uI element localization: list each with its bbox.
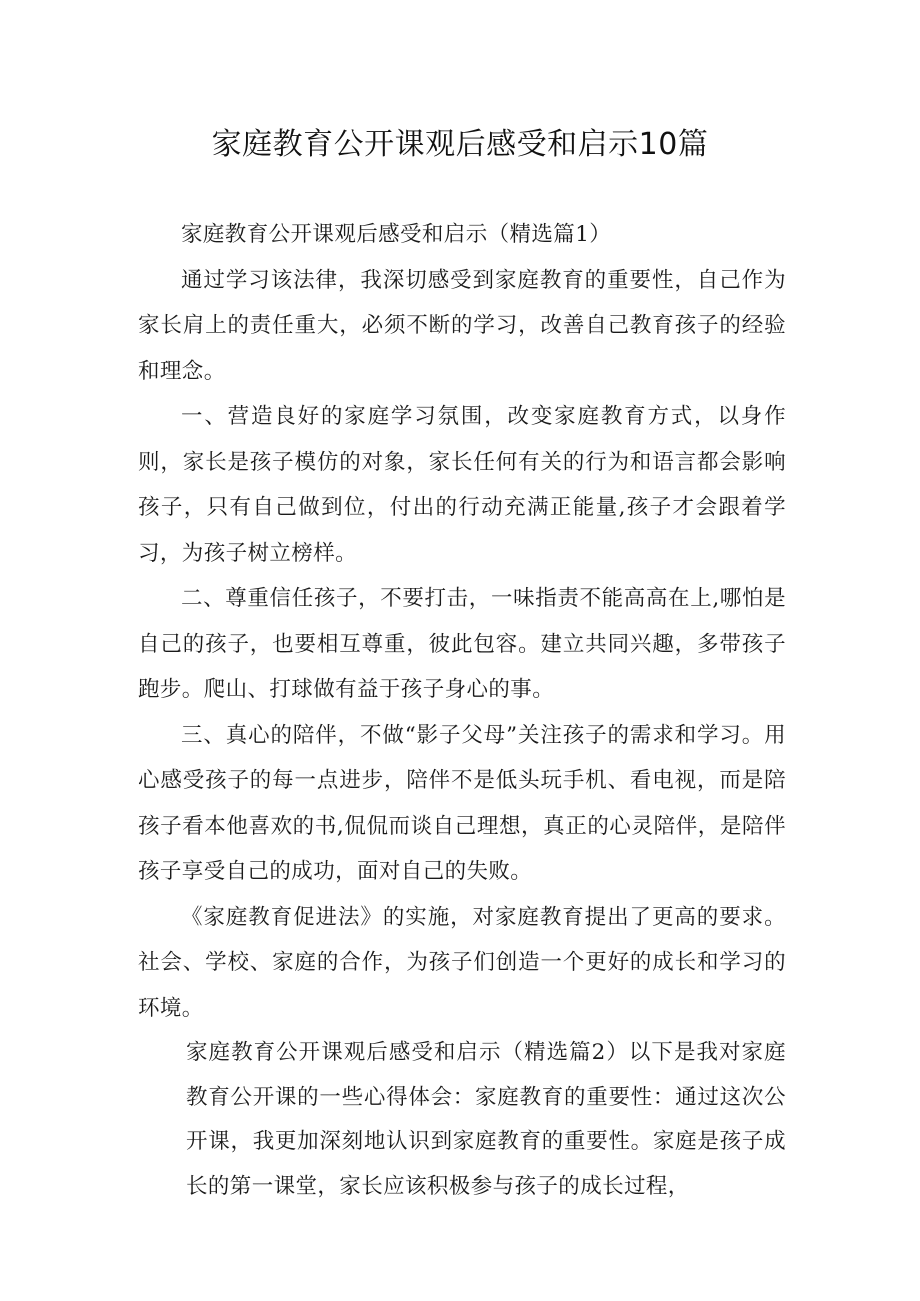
document-body bbox=[138, 212, 786, 1209]
section-heading-2-paragraph: 家庭教育公开课观后感受和启示（精选篇2）以下是我对家庭教育公开课的一些心得体会：家庭教育的重要性：通过这次公开课，我更加深刻地认识到家庭教育的重要性。家庭是孩子成长的第一课堂，家长应该积极参与孩子的成长过程， bbox=[186, 1040, 786, 1199]
paragraph: 《家庭教育促进法》的实施，对家庭教育提出了更高的要求。社会、学校、家庭的合作，为孩子们创造一个更好的成长和学习的环境。 bbox=[138, 904, 786, 1021]
section-heading-1: 家庭教育公开课观后感受和启示（精选篇1） bbox=[181, 222, 612, 247]
document-title: 家庭教育公开课观后感受和启示10篇 bbox=[211, 127, 709, 162]
paragraph: 通过学习该法律，我深切感受到家庭教育的重要性，自己作为家长肩上的责任重大，必须不断的学习，改善自己教育孩子的经验和理念。 bbox=[138, 267, 786, 384]
paragraph: 二、尊重信任孩子，不要打击，一味指责不能高高在上,哪怕是自己的孩子，也要相互尊重，彼此包容。建立共同兴趣，多带孩子跑步。爬山、打球做有益于孩子身心的事。 bbox=[138, 586, 786, 702]
paragraph: 一、营造良好的家庭学习氛围，改变家庭教育方式，以身作则，家长是孩子模仿的对象，家长任何有关的行为和语言都会影响孩子，只有自己做到位，付出的行动充满正能量,孩子才会跟着学习，为孩子树立榜样。 bbox=[138, 404, 786, 566]
paragraph: 三、真心的陪伴，不做“影子父母”关注孩子的需求和学习。用心感受孩子的每一点进步，陪伴不是低头玩手机、看电视，而是陪孩子看本他喜欢的书,侃侃而谈自己理想，真正的心灵陪伴，是陪伴孩子享受自己的成功，面对自己的失败。 bbox=[138, 722, 786, 884]
